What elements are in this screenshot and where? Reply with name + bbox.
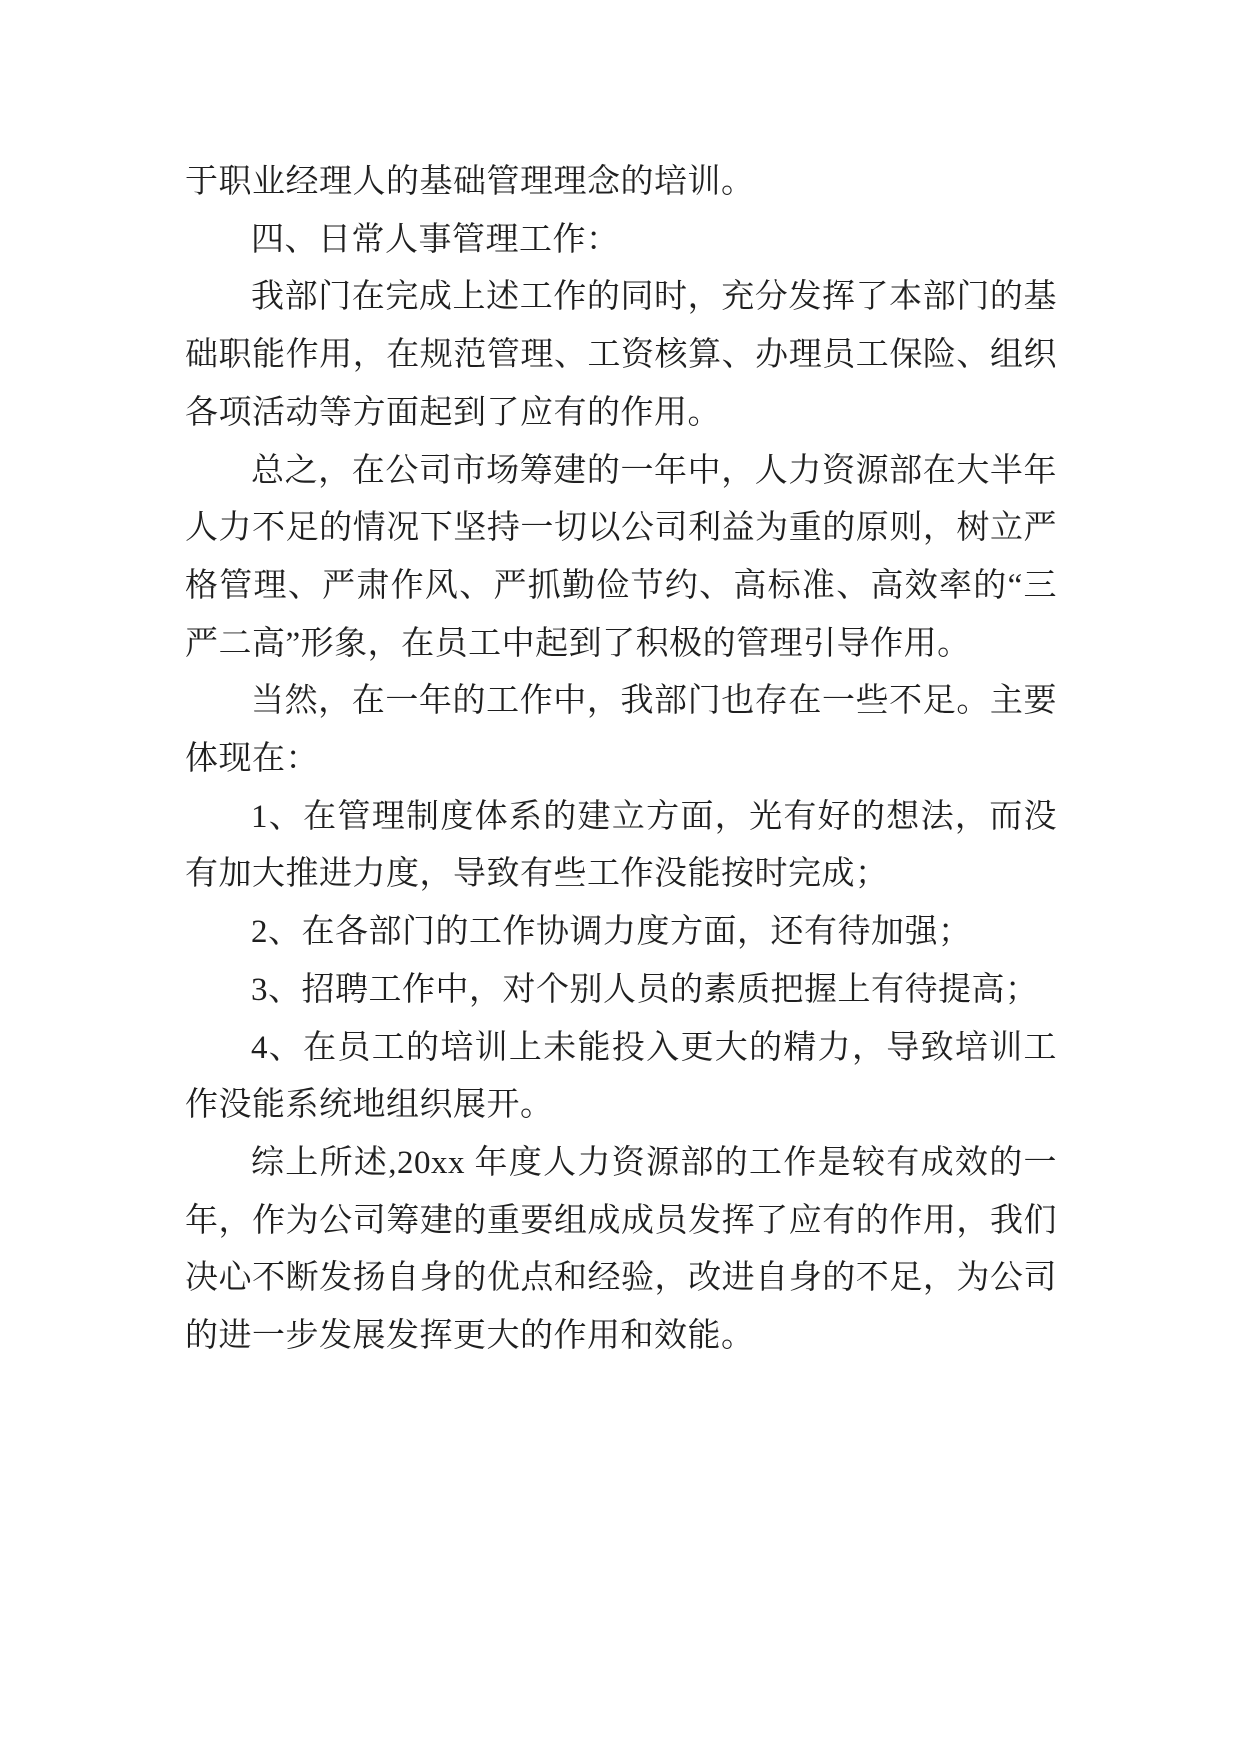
paragraph: 四、日常人事管理工作： xyxy=(251,221,620,258)
paragraph: 我部门在完成上述工作的同时，充分发挥了本部门的基础职能作用，在规范管理、工资核算、办理员工保险、组织各项活动等方面起到了应有的作用。 xyxy=(185,279,1057,431)
document-body xyxy=(185,154,1057,1366)
paragraph: 2、在各部门的工作协调力度方面，还有待加强； xyxy=(251,914,972,951)
paragraph: 4、在员工的培训上未能投入更大的精力，导致培训工作没能系统地组织展开。 xyxy=(185,1029,1057,1124)
paragraph: 综上所述,20xx 年度人力资源部的工作是较有成效的一年，作为公司筹建的重要组成成员发挥了应有的作用，我们决心不断发扬自身的优点和经验，改进自身的不足，为公司的进一步发展发挥更大的作用和效能。 xyxy=(185,1144,1057,1355)
paragraph: 1、在管理制度体系的建立方面，光有好的想法，而没有加大推进力度，导致有些工作没能按时完成； xyxy=(185,798,1057,893)
paragraph: 于职业经理人的基础管理理念的培训。 xyxy=(185,164,755,200)
paragraph: 当然，在一年的工作中，我部门也存在一些不足。主要体现在： xyxy=(185,683,1057,778)
paragraph: 3、招聘工作中，对个别人员的素质把握上有待提高； xyxy=(251,971,1039,1008)
paragraph: 总之，在公司市场筹建的一年中，人力资源部在大半年人力不足的情况下坚持一切以公司利益为重的原则，树立严格管理、严肃作风、严抓勤俭节约、高标准、高效率的“三严二高”形象，在员工中起到了积极的管理引导作用。 xyxy=(185,452,1057,662)
